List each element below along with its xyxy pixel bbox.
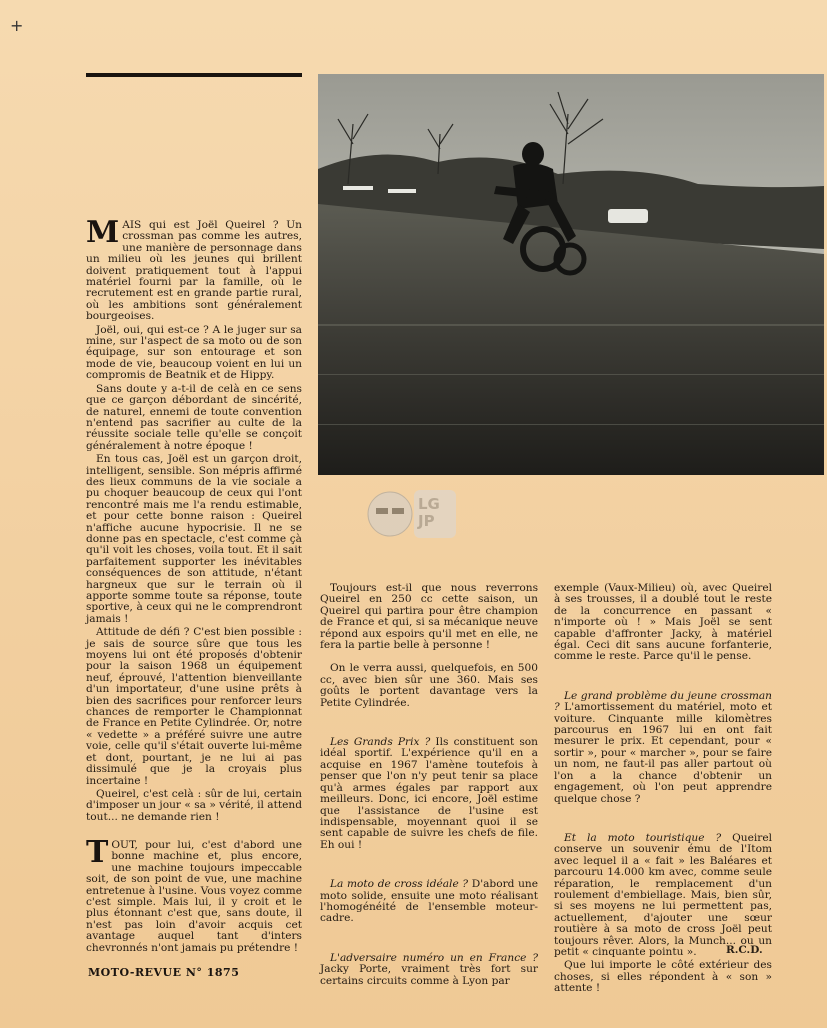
question-lead: Et la moto touristique ?: [564, 831, 722, 844]
section-paragraph: TOUT, pour lui, c'est d'abord une bonne machine et, plus encore, une machine toujours impeccable soit, de son point de vue, une machine entretenue à l'usine. Vous voyez comme c'est simple. Mais lui, il y croit et le plus étonnant c'est que, sans doute, il n'est pas loin d'avoir acquis cet avantage auquel tant d'inters chevronnés n'ont jamais pu prétendre !: [86, 835, 302, 954]
article-column-2: [320, 583, 538, 989]
motocross-rider-photo: [318, 74, 824, 475]
paragraph: exemple (Vaux-Milieu) où, avec Queirel à ses trousses, il a doublé tout le reste de la concurrence en passant « n'importe où ! » Mais Joël se sent capable d'affronter Jacky, à matériel égal. Ceci dit sans aucune forfanterie, comme le reste. Parce qu'il le pense.: [554, 582, 772, 663]
dropcap-t: T: [86, 835, 109, 870]
watermark-text: LG JP: [418, 495, 440, 530]
paragraph: Que lui importe le côté extérieur des choses, si elles répondent à « son » attente !: [554, 959, 772, 995]
top-rule-divider: [86, 73, 302, 77]
watermark-logo: [364, 482, 460, 546]
question-lead: Les Grands Prix ?: [330, 736, 431, 749]
author-signature: R.C.D.: [726, 944, 763, 956]
question-lead: Le grand problème du jeune crossman ?: [554, 689, 772, 714]
paragraph: En tous cas, Joël est un garçon droit, intelligent, sensible. Son mépris affirmé des lieux communs de la vie sociale a pu choquer beaucoup de ceux qui l'ont rencontré mais me l'a rendu estimable, et pour cette bonne raison : Queirel n'affiche aucune hypocrisie. Il ne se donne pas en spectacle, c'est comme çà qu'il voit les choses, voila tout. Et il sait parfaitement supporter les inévitables conséquences de son attitude, n'étant hargneux que sur le terrain où il apporte somme toute sa réponse, toute sportive, à ceux qui ne le comprendront jamais !: [86, 453, 302, 625]
paragraph: Queirel, c'est celà : sûr de lui, certain d'imposer un jour « sa » vérité, il attend tout... ne demande rien !: [86, 787, 302, 823]
question-paragraph: Le grand problème du jeune crossman ? L'amortissement du matériel, moto et voiture. Cinquante mille kilomètres parcourus en 1967 lui en ont fait mesurer le prix. Et cependant, pour « sortir », pour « marcher », pour se faire un nom, ne faut-il pas aller partout où l'on a la chance d'obtenir un engagement, où l'on peut apprendre quelque chose ?: [554, 689, 772, 805]
paragraph: Attitude de défi ? C'est bien possible : je sais de source sûre que tous les moyens lui ont été proposés d'obtenir pour la saison 1968 un équipement neuf, éprouvé, l'attention bienveillante d'un importateur, d'une usine prêts à bien des sacrifices pour renforcer leurs chances de remporter le Championnat de France en Petite Cylindrée. Or, notre « vedette » a préféré suivre une autre voie, celle qu'il s'était ouverte lui-même et dont, pourtant, je ne lui ai pas dissimulé que je la croyais plus incertaine !: [86, 626, 302, 787]
dropcap-m: M: [86, 215, 120, 250]
article-column-3: [554, 583, 772, 997]
paragraph: Toujours est-il que nous reverrons Queirel en 250 cc cette saison, un Queirel qui partira pour être champion de France et qui, si sa mécanique neuve répond aux espoirs qu'il met en elle, ne fera la partie belle à personne !: [320, 582, 538, 652]
question-paragraph: L'adversaire numéro un en France ? Jacky Porte, vraiment très fort sur certains circuits comme à Lyon par: [320, 951, 538, 987]
intro-paragraph: MAIS qui est Joël Queirel ? Un crossman pas comme les autres, une manière de personnage dans un milieu où les jeunes qui brillent doivent pratiquement tout à l'appui matériel fourni par la famille, où le recrutement est en grande partie rural, où les ambitions sont généralement bourgeoises.: [86, 215, 302, 323]
question-paragraph: La moto de cross idéale ? D'abord une moto solide, ensuite une moto réalisant l'homogénéité de l'ensemble moteur-cadre.: [320, 878, 538, 925]
question-lead: La moto de cross idéale ?: [330, 878, 469, 891]
photo-illustration: [318, 74, 824, 475]
article-column-1-bottom: [86, 835, 302, 956]
magazine-footer: MOTO-REVUE N° 1875: [88, 966, 240, 979]
article-column-1: [86, 215, 302, 825]
question-paragraph: Et la moto touristique ? Queirel conserve un souvenir ému de l'Itom avec lequel il a « fait » les Baléares et parcouru 14.000 km avec, comme seule réparation, le remplacement d'un roulement d'embiellage. Mais, bien sûr, si ses moyens ne lui permettent pas, actuellement, d'ajouter une sœur routière à sa moto de cross Joël peut toujours rêver. Alors, la Munch... ou un petit « cinquante pointu ».: [554, 831, 772, 958]
paragraph: Sans doute y a-t-il de celà en ce sens que ce garçon débordant de sincérité, de naturel, ennemi de toute convention n'entend pas sacrifier au culte de la réussite sociale telle qu'elle se conçoit généralement à notre époque !: [86, 382, 302, 452]
question-lead: L'adversaire numéro un en France ?: [330, 951, 538, 964]
paragraph: Joël, oui, qui est-ce ? A le juger sur sa mine, sur l'aspect de sa moto ou de son équipage, sur son entourage et son mode de vie, beaucoup voient en lui un compromis de Beatnik et de Hippy.: [86, 323, 302, 382]
paragraph: On le verra aussi, quelquefois, en 500 cc, avec bien sûr une 360. Mais ses goûts le portent davantage vers la Petite Cylindrée.: [320, 662, 538, 709]
question-paragraph: Les Grands Prix ? Ils constituent son idéal sportif. L'expérience qu'il en a acquise en 1967 l'amène toutefois à penser que l'on n'y peut tenir sa place qu'à armes égales par rapport aux meilleurs. Donc, ici encore, Joël estime que l'assistance de l'usine est indispensable, moyennant quoi il se sent capable de suivre les chefs de file. Eh oui !: [320, 736, 538, 851]
corner-cross-mark: +: [10, 16, 24, 35]
